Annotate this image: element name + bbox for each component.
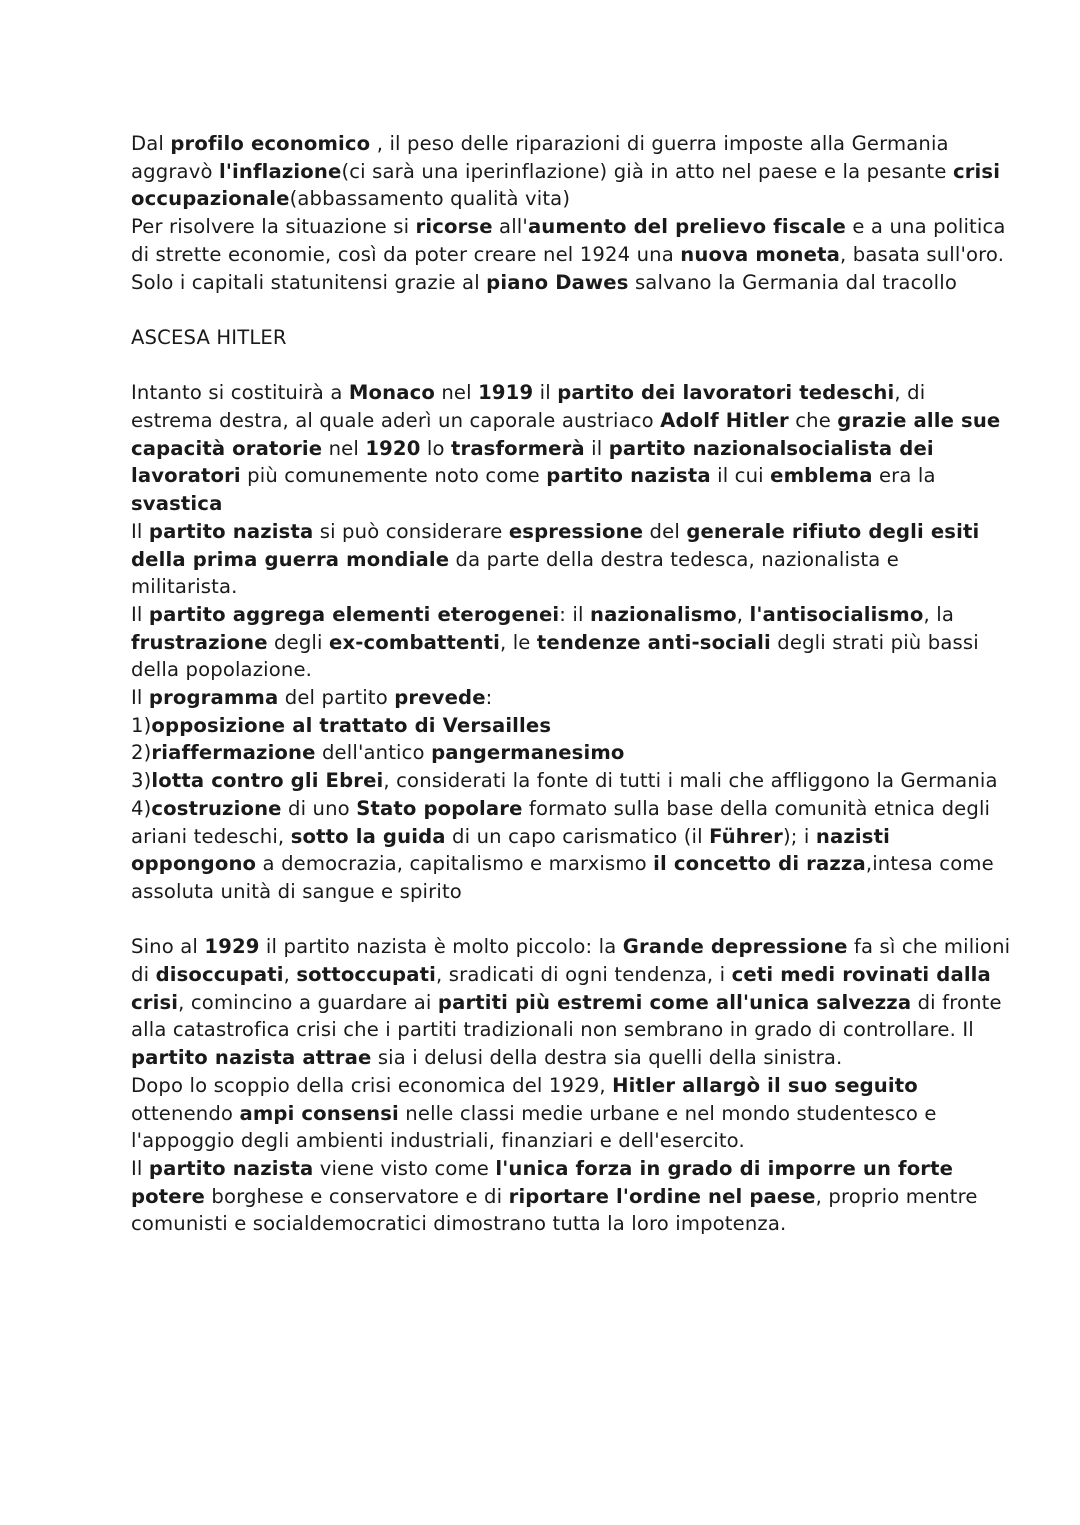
bold-text: ricorse: [415, 215, 493, 239]
text-run: Intanto si costituirà a: [131, 381, 349, 405]
paragraph: [131, 324, 1011, 352]
paragraph: [131, 795, 1011, 906]
bold-text: grazie alle sue capacità oratorie: [131, 409, 1001, 460]
bold-text: trasformerà: [450, 436, 585, 460]
text-run: Il: [131, 602, 149, 626]
text-run: 2): [131, 741, 152, 765]
bold-text: aumento del prelievo fiscale: [527, 215, 846, 239]
text-run: (abbassamento qualità vita): [289, 187, 571, 211]
text-run: fa sì che milioni di: [131, 935, 1011, 987]
text-run: , proprio mentre comunisti e socialdemocratici dimostrano tutta la loro impotenza.: [131, 1184, 978, 1236]
text-run: Il: [131, 519, 149, 543]
bold-text: Stato popolare: [356, 796, 523, 820]
text-run: ,: [736, 602, 750, 626]
bold-text: prevede: [394, 686, 486, 710]
text-run: ,intesa come assoluta unità di sangue e spirito: [131, 852, 994, 903]
bold-text: 1920: [365, 436, 421, 460]
paragraph: [131, 130, 1011, 213]
text-run: il: [584, 436, 609, 460]
bold-text: costruzione: [151, 796, 282, 820]
text-run: Il: [131, 686, 149, 710]
paragraph: [131, 1155, 1011, 1238]
text-run: dell'antico: [315, 741, 432, 765]
text-run: Sino al: [131, 935, 205, 959]
text-run: si può considerare: [313, 519, 509, 543]
text-run: viene visto come: [313, 1156, 496, 1180]
text-run: il cui: [710, 464, 771, 488]
bold-text: l'unica forza in grado di imporre un forte potere: [131, 1156, 954, 1208]
bold-text: tendenze anti-sociali: [536, 630, 771, 654]
text-run: che: [788, 409, 838, 432]
bold-text: crisi occupazionale: [131, 159, 1001, 211]
bold-text: partito nazionalsocialista dei lavoratori: [131, 436, 934, 488]
text-run: il: [533, 381, 558, 405]
bold-text: sottoccupati: [296, 963, 436, 987]
text-run: formato sulla base della comunità etnica degli ariani tedeschi,: [131, 796, 991, 848]
text-run: di uno: [281, 796, 357, 820]
bold-text: frustrazione: [131, 630, 268, 654]
bold-text: ampi consensi: [239, 1101, 399, 1125]
text-run: Dopo lo scoppio della crisi economica del 1929,: [131, 1073, 613, 1097]
text-run: del: [643, 519, 687, 543]
text-run: era la: [872, 464, 936, 488]
text-run: , la: [923, 602, 955, 626]
bold-text: partito aggrega elementi eterogenei: [148, 602, 560, 626]
bold-text: partito dei lavoratori tedeschi: [557, 381, 895, 405]
text-run: , il peso delle riparazioni di guerra imposte alla Germania aggravò: [131, 132, 949, 183]
text-run: , le: [499, 630, 537, 654]
text-run: Per risolvere la situazione si: [131, 215, 416, 239]
bold-text: espressione: [508, 519, 644, 543]
bold-text: lotta contro gli Ebrei: [151, 769, 384, 793]
text-run: (ci sarà una iperinflazione) già in atto nel paese e la pesante: [341, 159, 953, 183]
paragraph: [131, 712, 1011, 740]
blank-line: [131, 352, 1011, 380]
bold-text: nuova moneta: [680, 242, 840, 266]
text-run: ); i: [782, 824, 816, 848]
text-run: da parte della destra tedesca, nazionalista e militarista.: [131, 547, 900, 599]
bold-text: riaffermazione: [151, 741, 316, 765]
bold-text: il concetto di razza: [653, 852, 866, 876]
text-run: : il: [559, 602, 590, 626]
text-run: il partito nazista è molto piccolo: la: [259, 935, 623, 959]
text-run: e a una politica di strette economie, così da poter creare nel 1924 una: [131, 215, 1006, 266]
bold-text: generale rifiuto degli esiti della prima guerra mondiale: [131, 519, 980, 571]
blank-line: [131, 906, 1011, 934]
text-run: , di estrema destra, al quale aderì un caporale austriaco: [131, 381, 926, 432]
bold-text: ceti medi rovinati dalla crisi: [131, 963, 991, 1014]
bold-text: l'antisocialismo: [749, 602, 924, 626]
bold-text: opposizione al trattato di Versailles: [151, 713, 552, 737]
text-run: sia i delusi della destra sia quelli della sinistra.: [371, 1046, 843, 1070]
bold-text: Monaco: [348, 381, 435, 405]
text-run: ,: [283, 963, 297, 987]
text-run: 3): [131, 769, 152, 793]
paragraph: [131, 379, 1011, 518]
bold-text: programma: [148, 686, 279, 710]
text-run: di un capo carismatico (il: [445, 824, 710, 848]
bold-text: Führer: [709, 824, 783, 848]
bold-text: partito nazista: [148, 1156, 314, 1180]
bold-text: ex-combattenti: [329, 630, 500, 654]
text-run: borghese e conservatore e di: [205, 1184, 509, 1208]
text-run: all': [492, 215, 528, 239]
text-run: lo: [420, 436, 451, 460]
text-run: Dal: [131, 132, 171, 155]
bold-text: Hitler allargò il suo seguito: [612, 1073, 918, 1097]
bold-text: piano Dawes: [486, 270, 629, 294]
text-run: salvano la Germania dal tracollo: [628, 270, 957, 294]
bold-text: pangermanesimo: [431, 741, 625, 765]
text-run: Il: [131, 1156, 149, 1180]
text-run: ottenendo: [131, 1101, 240, 1125]
text-run: , sradicati di ogni tendenza, i: [436, 963, 732, 987]
paragraph: [131, 933, 1011, 1072]
bold-text: nazisti oppongono: [131, 824, 890, 876]
bold-text: emblema: [770, 464, 873, 488]
text-run: , basata sull'oro.: [839, 242, 1005, 266]
blank-line: [131, 296, 1011, 324]
paragraph: [131, 269, 1011, 297]
bold-text: Adolf Hitler: [660, 409, 789, 432]
bold-text: partiti più estremi come all'unica salvezza: [437, 990, 912, 1014]
text-run: degli: [267, 630, 329, 654]
text-run: nelle classi medie urbane e nel mondo studentesco e l'appoggio degli ambienti industriali, finanziari e dell'esercito.: [131, 1101, 937, 1153]
text-run: più comunemente noto come: [240, 464, 547, 488]
text-run: 4): [131, 796, 152, 820]
text-run: ASCESA HITLER: [131, 325, 287, 349]
bold-text: profilo economico: [170, 132, 371, 155]
bold-text: 1919: [478, 381, 534, 405]
text-run: :: [485, 686, 493, 710]
text-run: di fronte alla catastrofica crisi che i partiti tradizionali non sembrano in grado di controllare. Il: [131, 990, 1002, 1042]
text-run: del partito: [278, 686, 395, 710]
text-run: a democrazia, capitalismo e marxismo: [256, 852, 654, 876]
bold-text: l'inflazione: [218, 159, 342, 183]
text-run: degli strati più bassi della popolazione.: [131, 630, 979, 682]
text-run: nel: [322, 436, 366, 460]
bold-text: partito nazista: [546, 464, 711, 488]
text-run: , comincino a guardare ai: [178, 990, 438, 1014]
bold-text: nazionalismo: [590, 602, 737, 626]
paragraph: [131, 684, 1011, 712]
text-run: , considerati la fonte di tutti i mali che affliggono la Germania: [383, 769, 998, 793]
paragraph: [131, 767, 1011, 795]
text-run: nel: [434, 381, 479, 405]
paragraph: [131, 213, 1011, 268]
paragraph: [131, 601, 1011, 684]
paragraph: [131, 1072, 1011, 1155]
text-run: Solo i capitali statunitensi grazie al: [131, 270, 487, 294]
paragraph: [131, 518, 1011, 601]
document-page: [131, 130, 1011, 1238]
bold-text: riportare l'ordine nel paese: [508, 1184, 816, 1208]
bold-text: partito nazista: [148, 519, 314, 543]
bold-text: sotto la guida: [290, 824, 446, 848]
paragraph: [131, 739, 1011, 767]
text-run: 1): [131, 713, 152, 737]
bold-text: 1929: [204, 935, 260, 959]
bold-text: Grande depressione: [622, 935, 848, 959]
bold-text: svastica: [131, 492, 223, 516]
bold-text: disoccupati: [155, 963, 284, 987]
bold-text: partito nazista attrae: [131, 1046, 372, 1070]
